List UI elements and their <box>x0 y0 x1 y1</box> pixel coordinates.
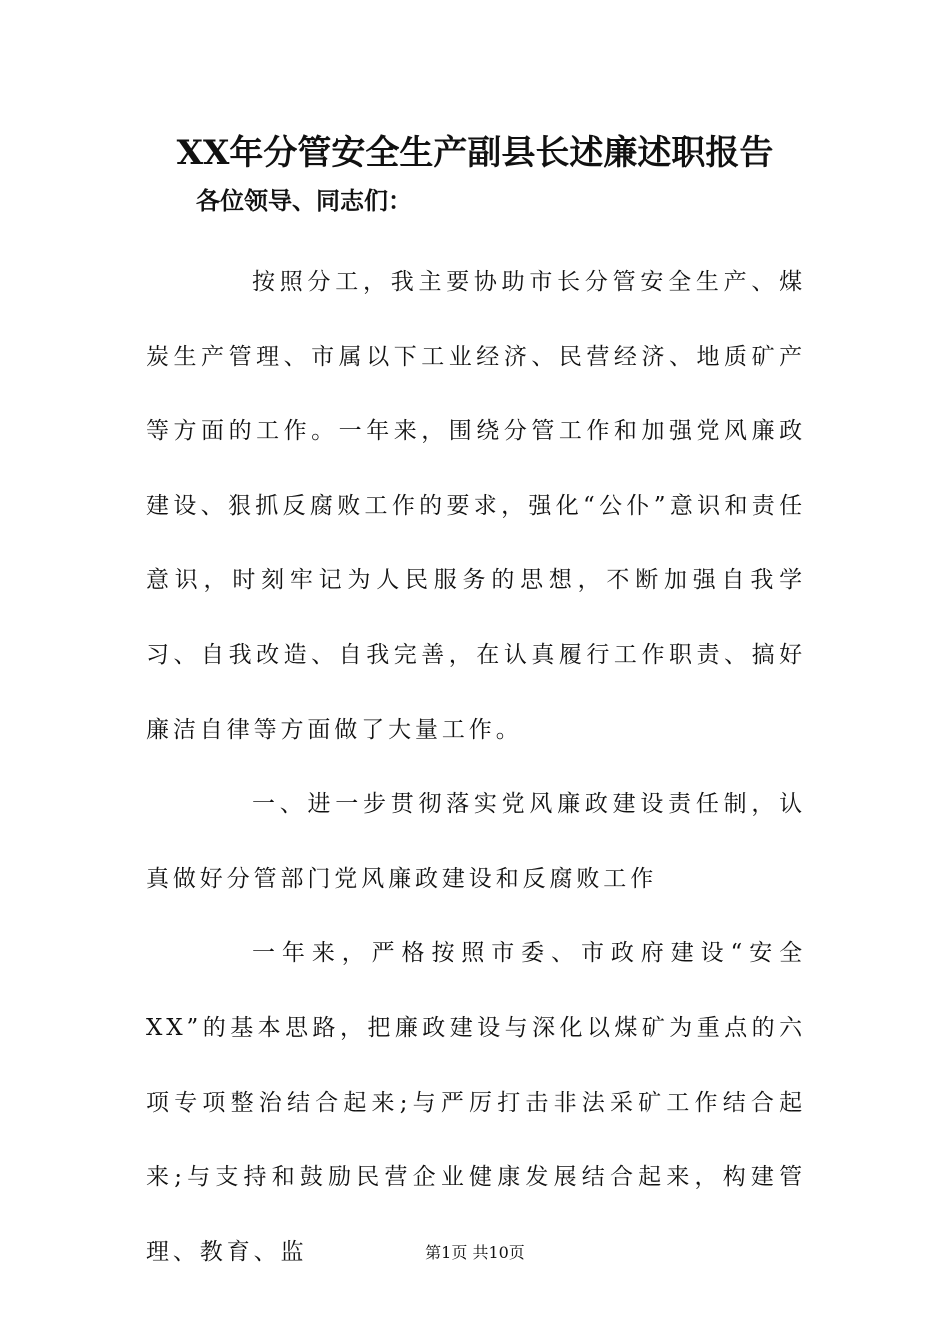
section-heading-1: 一、进一步贯彻落实党风廉政建设责任制，认真做好分管部门党风廉政建设和反腐败工作 <box>146 791 806 892</box>
salutation: 各位领导、同志们： <box>196 186 412 215</box>
document-body <box>146 245 806 1289</box>
paragraph-section-1: 一年来，严格按照市委、市政府建设“安全XX”的基本思路，把廉政建设与深化以煤矿为重点的六项专项整治结合起来;与严厉打击非法采矿工作结合起来;与支持和鼓励民营企业健康发展结合起来，构建管理、教育、监 <box>146 940 806 1265</box>
paragraph-intro: 按照分工，我主要协助市长分管安全生产、煤炭生产管理、市属以下工业经济、民营经济、地质矿产等方面的工作。一年来，围绕分管工作和加强党风廉政建设、狠抓反腐败工作的要求，强化“公仆”意识和责任意识，时刻牢记为人民服务的思想，不断加强自我学习、自我改造、自我完善，在认真履行工作职责、搞好廉洁自律等方面做了大量工作。 <box>146 269 806 743</box>
page-number-footer: 第1页 共10页 <box>425 1243 525 1262</box>
document-title: XX年分管安全生产副县长述廉述职报告 <box>176 133 774 173</box>
